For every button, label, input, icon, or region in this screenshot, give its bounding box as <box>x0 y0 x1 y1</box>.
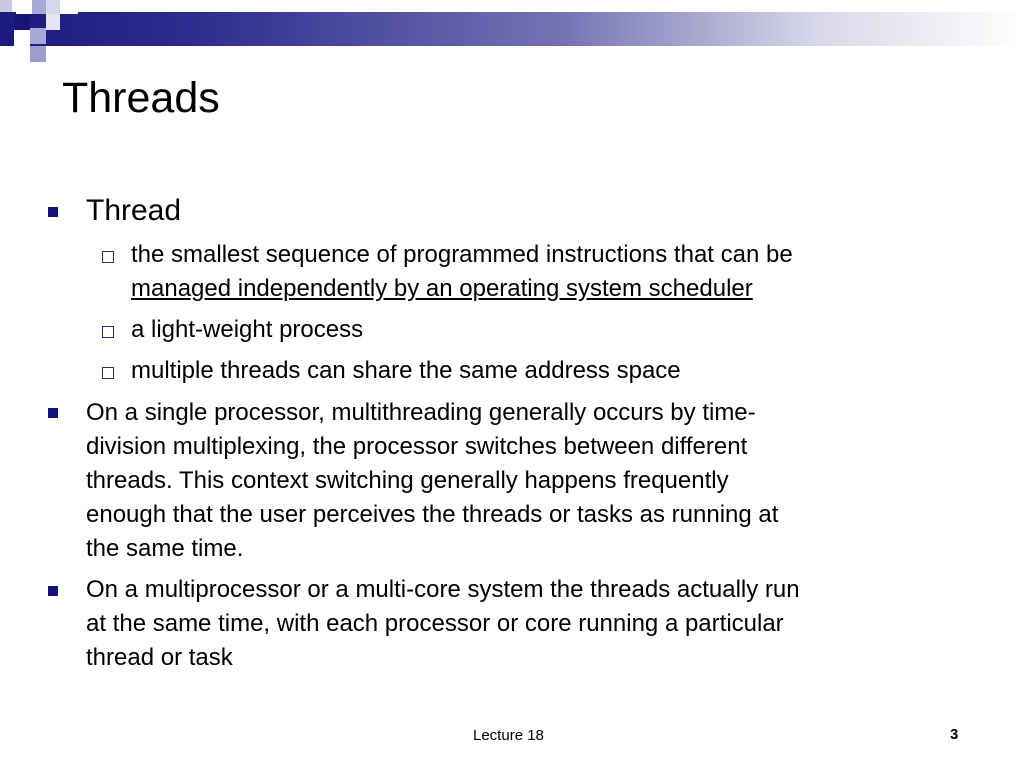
sub-bullet-text-underlined: managed independently by an operating system scheduler <box>131 275 753 302</box>
decorative-square <box>14 30 30 48</box>
hollow-square-bullet-icon <box>102 251 114 263</box>
page-number: 3 <box>950 726 959 743</box>
sub-bullet-text: the smallest sequence of programmed instructions that can be <box>131 241 793 268</box>
bullet-text: Thread <box>86 194 182 227</box>
bullet-text-line: thread or task <box>86 644 233 671</box>
bullet-text-line: division multiplexing, the processor switches between different <box>86 433 748 460</box>
decorative-square <box>0 0 12 12</box>
sub-bullet-text: multiple threads can share the same address space <box>131 357 681 384</box>
bullet-text-line: enough that the user perceives the threads or tasks as running at <box>86 501 779 528</box>
bullet-text-line: On a multiprocessor or a multi-core system the threads actually run <box>86 576 800 603</box>
decorative-square <box>16 0 32 14</box>
header-gradient-bar <box>0 12 1024 46</box>
decorative-square <box>46 14 60 30</box>
slide-title: Threads <box>62 74 220 122</box>
decorative-square <box>32 0 46 14</box>
hollow-square-bullet-icon <box>102 326 114 338</box>
decorative-square <box>30 28 46 44</box>
bullet-text-line: the same time. <box>86 535 244 562</box>
sub-bullet-text: a light-weight process <box>131 316 364 343</box>
bullet-text-line: at the same time, with each processor or core running a particular <box>86 610 784 637</box>
footer-label: Lecture 18 <box>473 727 544 744</box>
bullet-square-icon <box>48 586 58 596</box>
decorative-square <box>30 46 46 62</box>
hollow-square-bullet-icon <box>102 367 114 379</box>
bullet-text-line: On a single processor, multithreading generally occurs by time- <box>86 399 756 426</box>
bullet-square-icon <box>48 408 58 418</box>
bullet-text-line: threads. This context switching generally happens frequently <box>86 467 729 494</box>
bullet-square-icon <box>48 207 58 217</box>
decorative-square <box>60 0 78 14</box>
decorative-square <box>14 14 30 30</box>
